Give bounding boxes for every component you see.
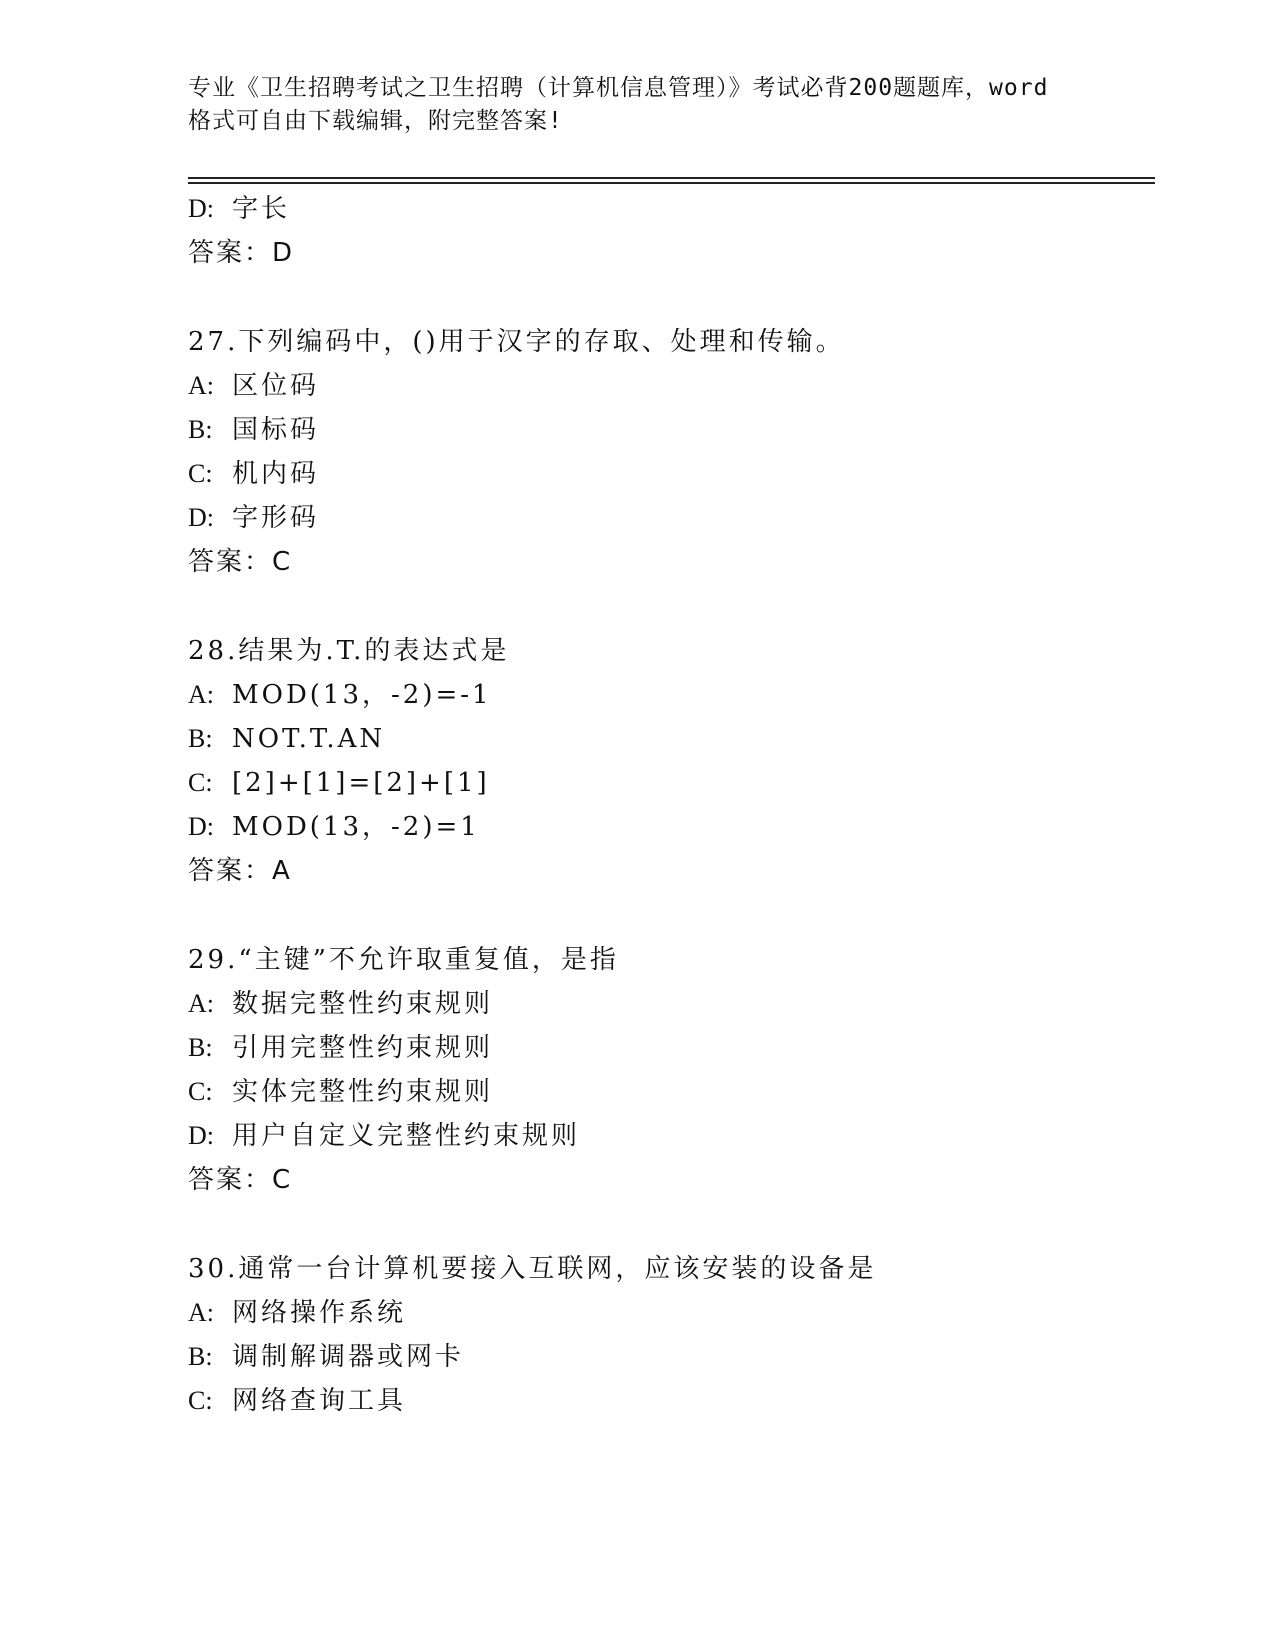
question-29-stem: 29.“主键”不允许取重复值，是指 — [188, 945, 619, 975]
option-prefix: A: — [188, 989, 214, 1018]
question-27-answer: 答案：C — [188, 547, 293, 577]
question-29-option-b — [188, 1031, 493, 1065]
option-text: 网络操作系统 — [232, 1298, 407, 1328]
question-27-stem: 27.下列编码中，()用于汉字的存取、处理和传输。 — [188, 327, 845, 357]
option-text: MOD(13，-2)=1 — [232, 812, 480, 842]
header-line-2: 格式可自由下载编辑，附完整答案! — [188, 108, 563, 134]
option-text: 字形码 — [232, 503, 320, 533]
option-text: 调制解调器或网卡 — [232, 1342, 465, 1372]
question-28-option-c — [188, 766, 490, 800]
question-30-option-c — [188, 1384, 406, 1418]
option-text: 国标码 — [232, 415, 320, 445]
option-text: MOD(13，-2)=-1 — [232, 680, 492, 710]
option-prefix: A: — [188, 1298, 214, 1327]
option-text: 字长 — [232, 194, 291, 224]
option-prefix: C: — [188, 768, 213, 797]
option-text: 网络查询工具 — [232, 1386, 407, 1416]
question-30-option-a — [188, 1296, 406, 1330]
option-text: 数据完整性约束规则 — [232, 989, 494, 1019]
question-28-answer: 答案：A — [188, 856, 292, 886]
question-28-option-b — [188, 722, 385, 756]
header-divider-bottom — [188, 182, 1155, 184]
option-prefix: A: — [188, 371, 214, 400]
question-27-option-a — [188, 369, 319, 403]
header-line-1: 专业《卫生招聘考试之卫生招聘（计算机信息管理）》考试必背200题题库，word — [188, 75, 1049, 101]
option-text: 区位码 — [232, 371, 320, 401]
option-text: 引用完整性约束规则 — [232, 1033, 494, 1063]
option-prefix: C: — [188, 459, 213, 488]
option-text: [2]+[1]=[2]+[1] — [232, 768, 490, 798]
question-29-option-a — [188, 987, 493, 1021]
option-prefix: D: — [188, 812, 214, 841]
option-prefix: D: — [188, 194, 214, 223]
question-28-option-d — [188, 810, 480, 844]
option-prefix: B: — [188, 724, 213, 753]
question-28-stem: 28.结果为.T.的表达式是 — [188, 636, 510, 666]
option-text: 机内码 — [232, 459, 320, 489]
question-28-option-a — [188, 678, 492, 712]
question-30-option-b — [188, 1340, 464, 1374]
question-27-option-d — [188, 501, 319, 535]
question-27-option-c — [188, 457, 319, 491]
option-text: NOT.T.AN — [232, 724, 386, 754]
question-29-option-d — [188, 1119, 580, 1153]
option-prefix: A: — [188, 680, 214, 709]
document-header — [188, 72, 1108, 138]
question-29-option-c — [188, 1075, 493, 1109]
prev-answer: 答案：D — [188, 238, 295, 268]
prev-option-d — [188, 192, 290, 226]
option-prefix: B: — [188, 1033, 213, 1062]
option-prefix: B: — [188, 1342, 213, 1371]
option-prefix: C: — [188, 1386, 213, 1415]
option-prefix: D: — [188, 503, 214, 532]
question-27-option-b — [188, 413, 319, 447]
option-prefix: C: — [188, 1077, 213, 1106]
option-prefix: D: — [188, 1121, 214, 1150]
header-divider-top — [188, 177, 1155, 179]
option-prefix: B: — [188, 415, 213, 444]
option-text: 实体完整性约束规则 — [232, 1077, 494, 1107]
question-29-answer: 答案：C — [188, 1165, 293, 1195]
question-30-stem: 30.通常一台计算机要接入互联网，应该安装的设备是 — [188, 1254, 877, 1284]
option-text: 用户自定义完整性约束规则 — [232, 1121, 581, 1151]
